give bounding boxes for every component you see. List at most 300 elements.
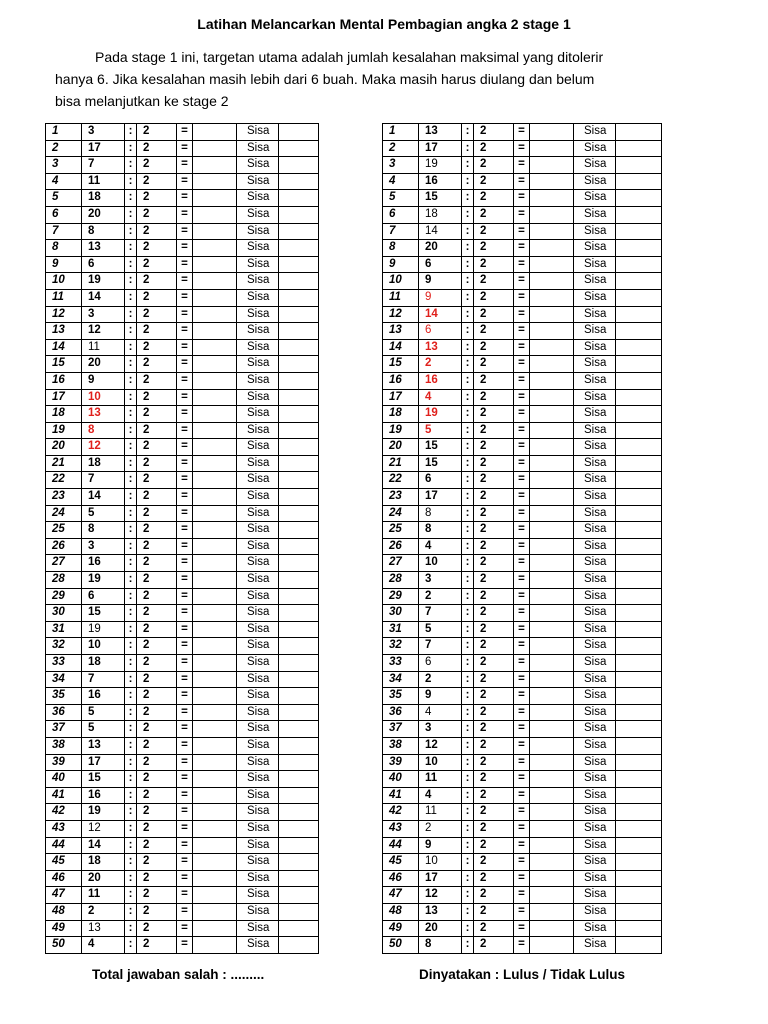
remainder-label: Sisa	[237, 256, 279, 273]
quotient-answer-cell[interactable]	[193, 256, 237, 273]
divisor-value: 2	[137, 870, 177, 887]
quotient-answer-cell[interactable]	[193, 721, 237, 738]
remainder-answer-cell[interactable]	[279, 339, 319, 356]
remainder-answer-cell[interactable]	[616, 588, 662, 605]
exercise-row	[46, 422, 319, 439]
quotient-answer-cell[interactable]	[530, 190, 574, 207]
equals-sign: =	[514, 206, 530, 223]
remainder-answer-cell[interactable]	[279, 157, 319, 174]
quotient-answer-cell[interactable]	[530, 505, 574, 522]
quotient-answer-cell[interactable]	[530, 671, 574, 688]
remainder-answer-cell[interactable]	[279, 920, 319, 937]
quotient-answer-cell[interactable]	[530, 820, 574, 837]
remainder-answer-cell[interactable]	[616, 455, 662, 472]
remainder-answer-cell[interactable]	[616, 605, 662, 622]
quotient-answer-cell[interactable]	[193, 522, 237, 539]
quotient-answer-cell[interactable]	[530, 688, 574, 705]
quotient-answer-cell[interactable]	[530, 256, 574, 273]
remainder-answer-cell[interactable]	[616, 406, 662, 423]
dividend-value: 8	[419, 505, 462, 522]
question-number: 48	[46, 903, 82, 920]
exercise-row	[46, 555, 319, 572]
colon-divide-sign: :	[125, 737, 137, 754]
exercise-row	[383, 671, 662, 688]
quotient-answer-cell[interactable]	[530, 223, 574, 240]
quotient-answer-cell[interactable]	[530, 787, 574, 804]
quotient-answer-cell[interactable]	[530, 804, 574, 821]
quotient-answer-cell[interactable]	[193, 870, 237, 887]
quotient-answer-cell[interactable]	[530, 854, 574, 871]
quotient-answer-cell[interactable]	[530, 621, 574, 638]
quotient-answer-cell[interactable]	[530, 870, 574, 887]
quotient-answer-cell[interactable]	[193, 588, 237, 605]
quotient-answer-cell[interactable]	[530, 206, 574, 223]
quotient-answer-cell[interactable]	[193, 655, 237, 672]
equals-sign: =	[514, 771, 530, 788]
exercise-row	[46, 273, 319, 290]
quotient-answer-cell[interactable]	[193, 837, 237, 854]
remainder-answer-cell[interactable]	[279, 621, 319, 638]
colon-divide-sign: :	[462, 937, 474, 954]
equals-sign: =	[514, 854, 530, 871]
remainder-answer-cell[interactable]	[616, 173, 662, 190]
divisor-value: 2	[137, 522, 177, 539]
dividend-value: 5	[82, 704, 125, 721]
remainder-answer-cell[interactable]	[279, 522, 319, 539]
quotient-answer-cell[interactable]	[193, 754, 237, 771]
quotient-answer-cell[interactable]	[193, 737, 237, 754]
quotient-answer-cell[interactable]	[193, 406, 237, 423]
quotient-answer-cell[interactable]	[193, 489, 237, 506]
colon-divide-sign: :	[462, 771, 474, 788]
remainder-answer-cell[interactable]	[279, 737, 319, 754]
divisor-value: 2	[474, 638, 514, 655]
quotient-answer-cell[interactable]	[530, 323, 574, 340]
quotient-answer-cell[interactable]	[193, 206, 237, 223]
quotient-answer-cell[interactable]	[530, 737, 574, 754]
remainder-label: Sisa	[574, 771, 616, 788]
equals-sign: =	[177, 870, 193, 887]
remainder-answer-cell[interactable]	[616, 870, 662, 887]
equals-sign: =	[177, 555, 193, 572]
exercise-row	[383, 522, 662, 539]
remainder-answer-cell[interactable]	[279, 206, 319, 223]
question-number: 2	[46, 140, 82, 157]
quotient-answer-cell[interactable]	[193, 173, 237, 190]
quotient-answer-cell[interactable]	[530, 124, 574, 141]
remainder-answer-cell[interactable]	[616, 240, 662, 257]
quotient-answer-cell[interactable]	[530, 372, 574, 389]
remainder-label: Sisa	[237, 787, 279, 804]
quotient-answer-cell[interactable]	[193, 688, 237, 705]
colon-divide-sign: :	[462, 273, 474, 290]
remainder-answer-cell[interactable]	[279, 605, 319, 622]
quotient-answer-cell[interactable]	[193, 621, 237, 638]
remainder-answer-cell[interactable]	[616, 787, 662, 804]
question-number: 46	[46, 870, 82, 887]
quotient-answer-cell[interactable]	[530, 273, 574, 290]
remainder-answer-cell[interactable]	[279, 439, 319, 456]
remainder-answer-cell[interactable]	[279, 588, 319, 605]
remainder-answer-cell[interactable]	[616, 621, 662, 638]
remainder-answer-cell[interactable]	[616, 920, 662, 937]
remainder-answer-cell[interactable]	[616, 771, 662, 788]
exercise-row	[383, 406, 662, 423]
quotient-answer-cell[interactable]	[193, 240, 237, 257]
quotient-answer-cell[interactable]	[530, 937, 574, 954]
remainder-label: Sisa	[237, 472, 279, 489]
divisor-value: 2	[474, 572, 514, 589]
divisor-value: 2	[137, 688, 177, 705]
remainder-answer-cell[interactable]	[616, 655, 662, 672]
quotient-answer-cell[interactable]	[530, 240, 574, 257]
divisor-value: 2	[474, 920, 514, 937]
remainder-answer-cell[interactable]	[279, 903, 319, 920]
equals-sign: =	[177, 339, 193, 356]
quotient-answer-cell[interactable]	[193, 887, 237, 904]
quotient-answer-cell[interactable]	[193, 223, 237, 240]
quotient-answer-cell[interactable]	[530, 655, 574, 672]
quotient-answer-cell[interactable]	[193, 124, 237, 141]
remainder-answer-cell[interactable]	[616, 223, 662, 240]
remainder-answer-cell[interactable]	[616, 887, 662, 904]
remainder-answer-cell[interactable]	[279, 289, 319, 306]
question-number: 24	[46, 505, 82, 522]
remainder-answer-cell[interactable]	[279, 671, 319, 688]
quotient-answer-cell[interactable]	[530, 522, 574, 539]
quotient-answer-cell[interactable]	[530, 406, 574, 423]
remainder-answer-cell[interactable]	[616, 422, 662, 439]
dividend-value: 17	[419, 489, 462, 506]
remainder-answer-cell[interactable]	[616, 704, 662, 721]
remainder-answer-cell[interactable]	[279, 837, 319, 854]
remainder-answer-cell[interactable]	[279, 190, 319, 207]
quotient-answer-cell[interactable]	[193, 920, 237, 937]
remainder-answer-cell[interactable]	[279, 555, 319, 572]
remainder-answer-cell[interactable]	[279, 638, 319, 655]
remainder-answer-cell[interactable]	[616, 903, 662, 920]
quotient-answer-cell[interactable]	[530, 455, 574, 472]
remainder-answer-cell[interactable]	[616, 339, 662, 356]
colon-divide-sign: :	[462, 489, 474, 506]
quotient-answer-cell[interactable]	[530, 721, 574, 738]
quotient-answer-cell[interactable]	[530, 754, 574, 771]
colon-divide-sign: :	[125, 572, 137, 589]
remainder-answer-cell[interactable]	[616, 505, 662, 522]
quotient-answer-cell[interactable]	[530, 339, 574, 356]
quotient-answer-cell[interactable]	[193, 671, 237, 688]
remainder-answer-cell[interactable]	[616, 820, 662, 837]
remainder-answer-cell[interactable]	[279, 721, 319, 738]
colon-divide-sign: :	[462, 372, 474, 389]
equals-sign: =	[177, 439, 193, 456]
remainder-answer-cell[interactable]	[279, 655, 319, 672]
quotient-answer-cell[interactable]	[530, 289, 574, 306]
remainder-answer-cell[interactable]	[616, 157, 662, 174]
remainder-answer-cell[interactable]	[279, 472, 319, 489]
dividend-value: 3	[82, 538, 125, 555]
quotient-answer-cell[interactable]	[193, 140, 237, 157]
remainder-answer-cell[interactable]	[279, 704, 319, 721]
remainder-answer-cell[interactable]	[616, 140, 662, 157]
quotient-answer-cell[interactable]	[193, 306, 237, 323]
dividend-value: 18	[82, 455, 125, 472]
quotient-answer-cell[interactable]	[193, 439, 237, 456]
quotient-answer-cell[interactable]	[530, 572, 574, 589]
remainder-label: Sisa	[574, 721, 616, 738]
quotient-answer-cell[interactable]	[530, 157, 574, 174]
exercise-row	[383, 937, 662, 954]
remainder-answer-cell[interactable]	[279, 323, 319, 340]
remainder-answer-cell[interactable]	[279, 820, 319, 837]
dividend-value: 14	[419, 223, 462, 240]
remainder-answer-cell[interactable]	[616, 356, 662, 373]
dividend-value: 5	[82, 721, 125, 738]
remainder-label: Sisa	[574, 621, 616, 638]
quotient-answer-cell[interactable]	[530, 555, 574, 572]
exercise-row	[383, 206, 662, 223]
quotient-answer-cell[interactable]	[193, 704, 237, 721]
remainder-answer-cell[interactable]	[616, 854, 662, 871]
dividend-value: 6	[419, 655, 462, 672]
quotient-answer-cell[interactable]	[193, 555, 237, 572]
remainder-answer-cell[interactable]	[616, 737, 662, 754]
quotient-answer-cell[interactable]	[530, 920, 574, 937]
quotient-answer-cell[interactable]	[193, 638, 237, 655]
remainder-answer-cell[interactable]	[616, 306, 662, 323]
remainder-label: Sisa	[237, 273, 279, 290]
remainder-answer-cell[interactable]	[279, 854, 319, 871]
exercise-table-left	[45, 123, 319, 954]
quotient-answer-cell[interactable]	[193, 820, 237, 837]
quotient-answer-cell[interactable]	[193, 472, 237, 489]
quotient-answer-cell[interactable]	[193, 854, 237, 871]
quotient-answer-cell[interactable]	[530, 306, 574, 323]
remainder-answer-cell[interactable]	[616, 638, 662, 655]
exercise-row	[46, 124, 319, 141]
remainder-label: Sisa	[237, 124, 279, 141]
quotient-answer-cell[interactable]	[193, 903, 237, 920]
remainder-answer-cell[interactable]	[616, 389, 662, 406]
colon-divide-sign: :	[125, 356, 137, 373]
dividend-value: 14	[82, 489, 125, 506]
quotient-answer-cell[interactable]	[193, 937, 237, 954]
colon-divide-sign: :	[125, 173, 137, 190]
remainder-answer-cell[interactable]	[616, 754, 662, 771]
equals-sign: =	[177, 472, 193, 489]
quotient-answer-cell[interactable]	[193, 289, 237, 306]
equals-sign: =	[514, 870, 530, 887]
remainder-answer-cell[interactable]	[279, 406, 319, 423]
dividend-value: 4	[419, 787, 462, 804]
quotient-answer-cell[interactable]	[193, 339, 237, 356]
quotient-answer-cell[interactable]	[193, 572, 237, 589]
divisor-value: 2	[474, 870, 514, 887]
equals-sign: =	[177, 704, 193, 721]
quotient-answer-cell[interactable]	[193, 505, 237, 522]
quotient-answer-cell[interactable]	[530, 605, 574, 622]
quotient-answer-cell[interactable]	[530, 704, 574, 721]
remainder-answer-cell[interactable]	[279, 240, 319, 257]
remainder-answer-cell[interactable]	[616, 372, 662, 389]
remainder-answer-cell[interactable]	[616, 538, 662, 555]
quotient-answer-cell[interactable]	[193, 372, 237, 389]
colon-divide-sign: :	[462, 854, 474, 871]
quotient-answer-cell[interactable]	[530, 903, 574, 920]
remainder-answer-cell[interactable]	[279, 140, 319, 157]
quotient-answer-cell[interactable]	[193, 804, 237, 821]
remainder-answer-cell[interactable]	[616, 489, 662, 506]
remainder-answer-cell[interactable]	[279, 455, 319, 472]
remainder-answer-cell[interactable]	[279, 937, 319, 954]
quotient-answer-cell[interactable]	[193, 273, 237, 290]
question-number: 10	[46, 273, 82, 290]
dividend-value: 20	[419, 240, 462, 257]
quotient-answer-cell[interactable]	[193, 538, 237, 555]
remainder-answer-cell[interactable]	[616, 555, 662, 572]
quotient-answer-cell[interactable]	[193, 455, 237, 472]
colon-divide-sign: :	[125, 721, 137, 738]
remainder-answer-cell[interactable]	[279, 572, 319, 589]
remainder-answer-cell[interactable]	[279, 124, 319, 141]
quotient-answer-cell[interactable]	[193, 422, 237, 439]
exercise-row	[46, 190, 319, 207]
colon-divide-sign: :	[125, 140, 137, 157]
divisor-value: 2	[474, 422, 514, 439]
remainder-answer-cell[interactable]	[616, 522, 662, 539]
quotient-answer-cell[interactable]	[193, 787, 237, 804]
quotient-answer-cell[interactable]	[193, 190, 237, 207]
quotient-answer-cell[interactable]	[193, 356, 237, 373]
quotient-answer-cell[interactable]	[530, 538, 574, 555]
remainder-answer-cell[interactable]	[279, 754, 319, 771]
remainder-answer-cell[interactable]	[279, 389, 319, 406]
equals-sign: =	[177, 522, 193, 539]
remainder-answer-cell[interactable]	[616, 688, 662, 705]
remainder-answer-cell[interactable]	[616, 273, 662, 290]
remainder-answer-cell[interactable]	[279, 173, 319, 190]
remainder-answer-cell[interactable]	[616, 572, 662, 589]
question-number: 40	[46, 771, 82, 788]
remainder-answer-cell[interactable]	[279, 771, 319, 788]
remainder-answer-cell[interactable]	[279, 505, 319, 522]
remainder-answer-cell[interactable]	[616, 323, 662, 340]
remainder-answer-cell[interactable]	[279, 223, 319, 240]
remainder-answer-cell[interactable]	[279, 273, 319, 290]
colon-divide-sign: :	[462, 903, 474, 920]
remainder-answer-cell[interactable]	[279, 804, 319, 821]
remainder-answer-cell[interactable]	[616, 937, 662, 954]
remainder-answer-cell[interactable]	[279, 422, 319, 439]
remainder-answer-cell[interactable]	[279, 356, 319, 373]
exercise-row	[46, 688, 319, 705]
remainder-answer-cell[interactable]	[616, 289, 662, 306]
quotient-answer-cell[interactable]	[530, 439, 574, 456]
remainder-label: Sisa	[237, 837, 279, 854]
quotient-answer-cell[interactable]	[193, 605, 237, 622]
exercise-row	[46, 472, 319, 489]
remainder-label: Sisa	[237, 289, 279, 306]
remainder-answer-cell[interactable]	[279, 887, 319, 904]
equals-sign: =	[177, 804, 193, 821]
remainder-answer-cell[interactable]	[279, 372, 319, 389]
quotient-answer-cell[interactable]	[530, 140, 574, 157]
question-number: 22	[383, 472, 419, 489]
equals-sign: =	[514, 173, 530, 190]
quotient-answer-cell[interactable]	[530, 472, 574, 489]
remainder-answer-cell[interactable]	[616, 837, 662, 854]
quotient-answer-cell[interactable]	[193, 323, 237, 340]
divisor-value: 2	[137, 157, 177, 174]
remainder-label: Sisa	[237, 754, 279, 771]
equals-sign: =	[177, 140, 193, 157]
dividend-value: 5	[419, 621, 462, 638]
remainder-label: Sisa	[237, 522, 279, 539]
quotient-answer-cell[interactable]	[530, 422, 574, 439]
remainder-answer-cell[interactable]	[616, 804, 662, 821]
quotient-answer-cell[interactable]	[530, 173, 574, 190]
remainder-answer-cell[interactable]	[616, 721, 662, 738]
quotient-answer-cell[interactable]	[530, 489, 574, 506]
remainder-answer-cell[interactable]	[616, 206, 662, 223]
quotient-answer-cell[interactable]	[530, 771, 574, 788]
remainder-label: Sisa	[574, 522, 616, 539]
remainder-answer-cell[interactable]	[279, 489, 319, 506]
divisor-value: 2	[137, 771, 177, 788]
quotient-answer-cell[interactable]	[193, 157, 237, 174]
remainder-label: Sisa	[574, 837, 616, 854]
divisor-value: 2	[474, 223, 514, 240]
remainder-answer-cell[interactable]	[616, 671, 662, 688]
colon-divide-sign: :	[462, 820, 474, 837]
exercise-row	[46, 522, 319, 539]
remainder-answer-cell[interactable]	[279, 870, 319, 887]
remainder-answer-cell[interactable]	[616, 190, 662, 207]
divisor-value: 2	[137, 737, 177, 754]
remainder-answer-cell[interactable]	[279, 538, 319, 555]
remainder-answer-cell[interactable]	[616, 472, 662, 489]
equals-sign: =	[177, 638, 193, 655]
remainder-answer-cell[interactable]	[279, 256, 319, 273]
remainder-answer-cell[interactable]	[616, 439, 662, 456]
quotient-answer-cell[interactable]	[530, 389, 574, 406]
remainder-answer-cell[interactable]	[616, 124, 662, 141]
question-number: 2	[383, 140, 419, 157]
question-number: 21	[383, 455, 419, 472]
remainder-answer-cell[interactable]	[279, 306, 319, 323]
quotient-answer-cell[interactable]	[193, 389, 237, 406]
question-number: 7	[383, 223, 419, 240]
exercise-row	[383, 190, 662, 207]
divisor-value: 2	[474, 389, 514, 406]
quotient-answer-cell[interactable]	[530, 638, 574, 655]
remainder-label: Sisa	[574, 688, 616, 705]
colon-divide-sign: :	[462, 124, 474, 141]
quotient-answer-cell[interactable]	[530, 837, 574, 854]
quotient-answer-cell[interactable]	[530, 887, 574, 904]
quotient-answer-cell[interactable]	[530, 356, 574, 373]
remainder-answer-cell[interactable]	[279, 787, 319, 804]
remainder-answer-cell[interactable]	[616, 256, 662, 273]
question-number: 6	[46, 206, 82, 223]
remainder-label: Sisa	[237, 920, 279, 937]
colon-divide-sign: :	[462, 256, 474, 273]
quotient-answer-cell[interactable]	[193, 771, 237, 788]
remainder-label: Sisa	[574, 887, 616, 904]
quotient-answer-cell[interactable]	[530, 588, 574, 605]
divisor-value: 2	[137, 555, 177, 572]
remainder-answer-cell[interactable]	[279, 688, 319, 705]
